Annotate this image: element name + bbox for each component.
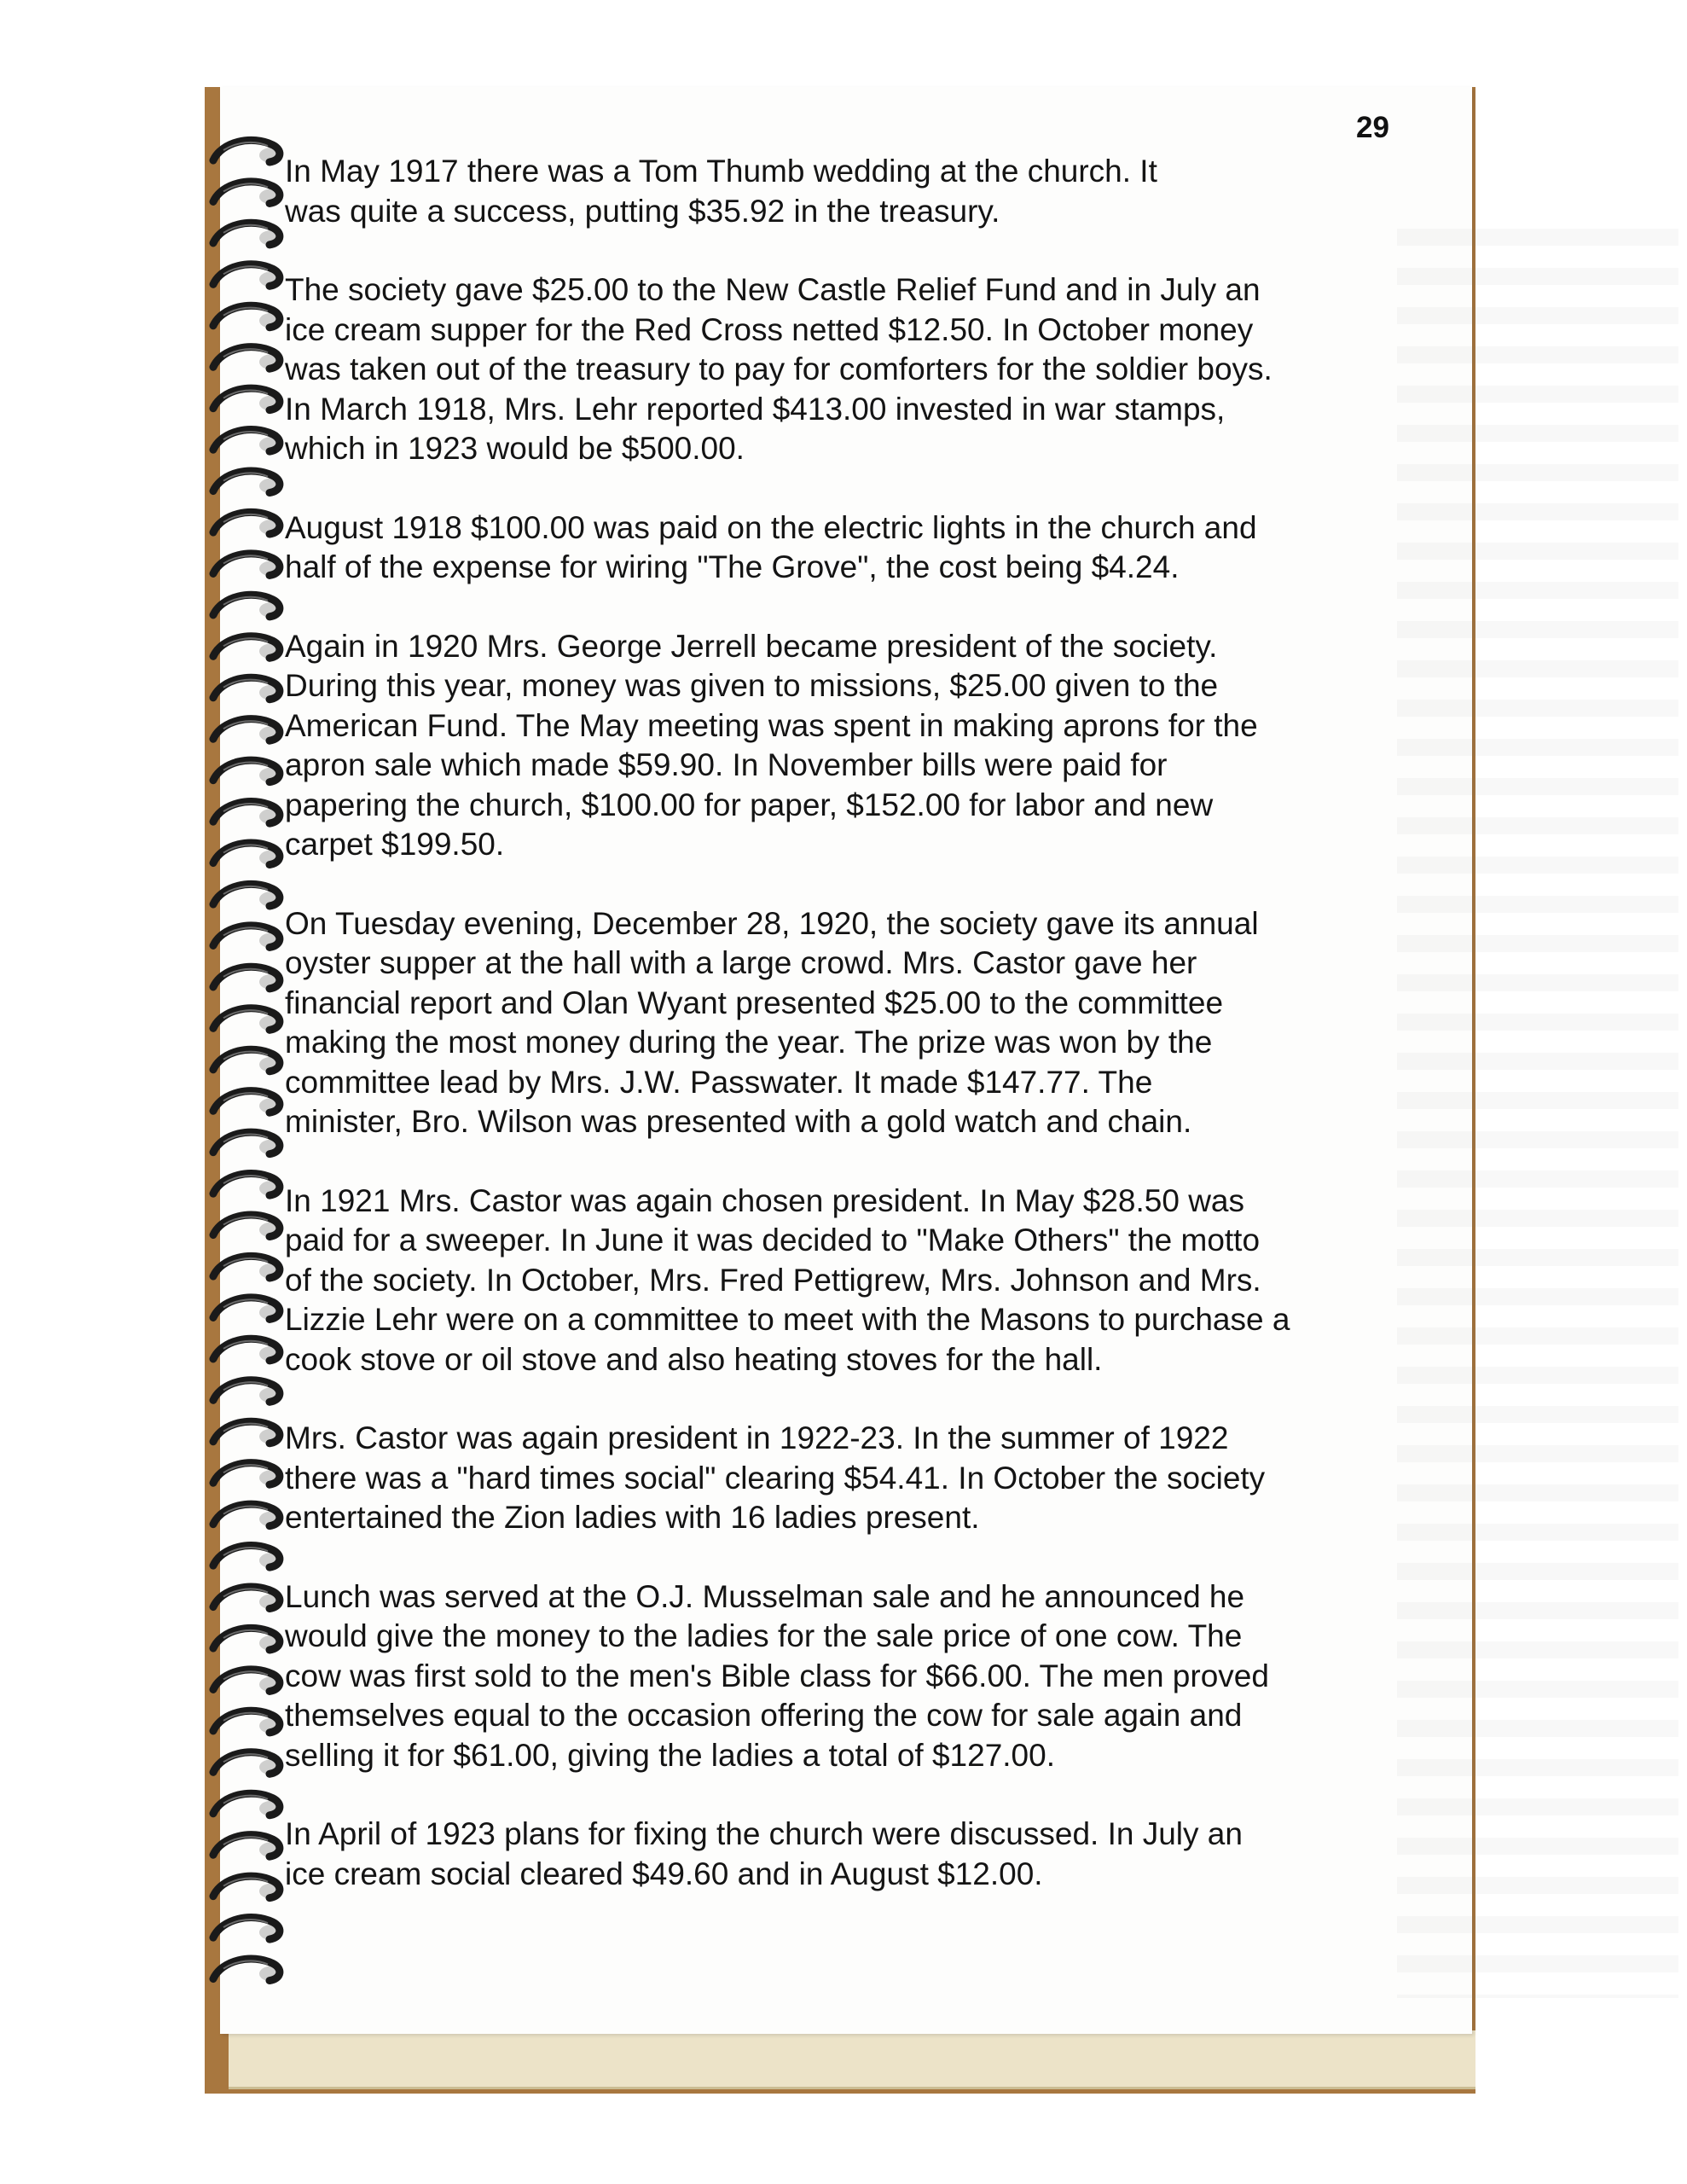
spiral-coil-icon	[213, 802, 283, 825]
spiral-binding	[205, 128, 299, 2005]
spiral-coil-icon	[213, 1793, 283, 1816]
spiral-coil-icon	[213, 1628, 283, 1651]
spiral-coil-icon	[213, 967, 283, 990]
spiral-coil-icon	[213, 512, 283, 535]
spiral-coil-icon	[213, 1959, 283, 1982]
text-line: was quite a success, putting $35.92 in the treasury.	[285, 193, 1000, 229]
paragraph	[285, 508, 1462, 588]
spiral-coil-icon	[213, 760, 283, 783]
text-line: Lunch was served at the O.J. Musselman sale and he announced he	[285, 1578, 1245, 1614]
spiral-coil-icon	[213, 471, 283, 494]
spiral-coil-icon	[213, 843, 283, 866]
spiral-coil-icon	[213, 1091, 283, 1114]
text-line: selling it for $61.00, giving the ladies a total of $127.00.	[285, 1737, 1055, 1773]
spiral-coil-icon	[213, 1835, 283, 1858]
spiral-coil-icon	[213, 347, 283, 370]
text-line: carpet $199.50.	[285, 827, 505, 862]
text-line: minister, Bro. Wilson was presented with a gold watch and chain.	[285, 1104, 1192, 1139]
spiral-coil-icon	[213, 595, 283, 618]
spiral-coil-icon	[213, 1463, 283, 1486]
text-line: half of the expense for wiring "The Grove", the cost being $4.24.	[285, 549, 1180, 584]
spiral-coil-icon	[213, 636, 283, 659]
spiral-coil-icon	[213, 1215, 283, 1238]
text-line: committee lead by Mrs. J.W. Passwater. It made $147.77. The	[285, 1064, 1153, 1100]
text-line: Mrs. Castor was again president in 1922-23. In the summer of 1922	[285, 1420, 1229, 1455]
text-line: financial report and Olan Wyant presented $25.00 to the committee	[285, 985, 1224, 1020]
spiral-coil-icon	[213, 1049, 283, 1072]
spiral-coil-icon	[213, 430, 283, 453]
text-line: August 1918 $100.00 was paid on the electric lights in the church and	[285, 509, 1257, 545]
text-line: was taken out of the treasury to pay for comforters for the soldier boys.	[285, 351, 1272, 386]
paragraph	[285, 152, 1462, 231]
paragraph	[285, 1419, 1462, 1538]
spiral-coil-icon	[213, 1752, 283, 1775]
spiral-coil-icon	[213, 223, 283, 246]
text-line: ice cream social cleared $49.60 and in August $12.00.	[285, 1856, 1043, 1891]
spiral-coil-icon	[213, 140, 283, 163]
spiral-coil-icon	[213, 1421, 283, 1444]
spiral-coil-icon	[213, 1876, 283, 1899]
paragraph	[285, 904, 1462, 1142]
page-body-text	[285, 152, 1462, 1933]
text-line: In May 1917 there was a Tom Thumb wedding at the church. It	[285, 154, 1157, 189]
spiral-coil-icon	[213, 1298, 283, 1321]
text-line: oyster supper at the hall with a large crowd. Mrs. Castor gave her	[285, 945, 1197, 980]
text-line: entertained the Zion ladies with 16 ladies present.	[285, 1500, 980, 1535]
text-line: During this year, money was given to missions, $25.00 given to the	[285, 668, 1219, 703]
spiral-coil-icon	[213, 264, 283, 288]
text-line: papering the church, $100.00 for paper, $152.00 for labor and new	[285, 787, 1214, 822]
paragraph	[285, 627, 1462, 865]
spiral-coil-icon	[213, 1546, 283, 1569]
spiral-coil-icon	[213, 1587, 283, 1610]
spiral-coil-icon	[213, 1256, 283, 1279]
paragraph	[285, 1577, 1462, 1776]
text-line: which in 1923 would be $500.00.	[285, 431, 745, 466]
paragraph	[285, 1182, 1462, 1380]
spiral-coil-icon	[213, 926, 283, 949]
spiral-coil-icon	[213, 1670, 283, 1693]
text-line: Lizzie Lehr were on a committee to meet with the Masons to purchase a	[285, 1302, 1290, 1337]
text-line: themselves equal to the occasion offering the cow for sale again and	[285, 1698, 1243, 1733]
text-line: would give the money to the ladies for the sale price of one cow. The	[285, 1618, 1243, 1653]
text-line: making the most money during the year. The prize was won by the	[285, 1025, 1213, 1060]
text-line: In April of 1923 plans for fixing the church were discussed. In July an	[285, 1816, 1243, 1851]
paragraph	[285, 270, 1462, 469]
spiral-coil-icon	[213, 388, 283, 411]
text-line: cow was first sold to the men's Bible class for $66.00. The men proved	[285, 1658, 1269, 1693]
spiral-coil-icon	[213, 1504, 283, 1527]
spiral-coil-icon	[213, 1918, 283, 1941]
spiral-coil-icon	[213, 1711, 283, 1734]
text-line: In 1921 Mrs. Castor was again chosen president. In May $28.50 was	[285, 1182, 1244, 1218]
text-line: ice cream supper for the Red Cross netted $12.50. In October money	[285, 311, 1254, 347]
page-number: 29	[1356, 111, 1389, 144]
spiral-coil-icon	[213, 182, 283, 205]
spiral-coil-icon	[213, 1339, 283, 1362]
spiral-coil-icon	[213, 1380, 283, 1403]
text-line: On Tuesday evening, December 28, 1920, the society gave its annual	[285, 905, 1259, 941]
spiral-coil-icon	[213, 677, 283, 700]
spiral-coil-icon	[213, 1008, 283, 1031]
text-line: American Fund. The May meeting was spent in making aprons for the	[285, 707, 1258, 743]
text-line: apron sale which made $59.90. In November bills were paid for	[285, 747, 1168, 782]
text-line: of the society. In October, Mrs. Fred Pettigrew, Mrs. Johnson and Mrs.	[285, 1262, 1261, 1298]
text-line: paid for a sweeper. In June it was decided to "Make Others" the motto	[285, 1223, 1261, 1258]
spiral-coil-icon	[213, 719, 283, 742]
spiral-coil-icon	[213, 305, 283, 328]
spiral-coil-icon	[213, 1174, 283, 1197]
text-line: Again in 1920 Mrs. George Jerrell became president of the society.	[285, 628, 1218, 664]
text-line: In March 1918, Mrs. Lehr reported $413.00 invested in war stamps,	[285, 391, 1226, 427]
text-line: cook stove or oil stove and also heating stoves for the hall.	[285, 1341, 1103, 1377]
spiral-coil-icon	[213, 554, 283, 577]
paragraph	[285, 1815, 1462, 1894]
text-line: there was a "hard times social" clearing $54.41. In October the society	[285, 1460, 1266, 1496]
spiral-coil-icon	[213, 1132, 283, 1155]
spiral-coil-icon	[213, 884, 283, 907]
text-line: The society gave $25.00 to the New Castle Relief Fund and in July an	[285, 272, 1261, 307]
underlying-page-stack	[229, 2030, 1475, 2089]
